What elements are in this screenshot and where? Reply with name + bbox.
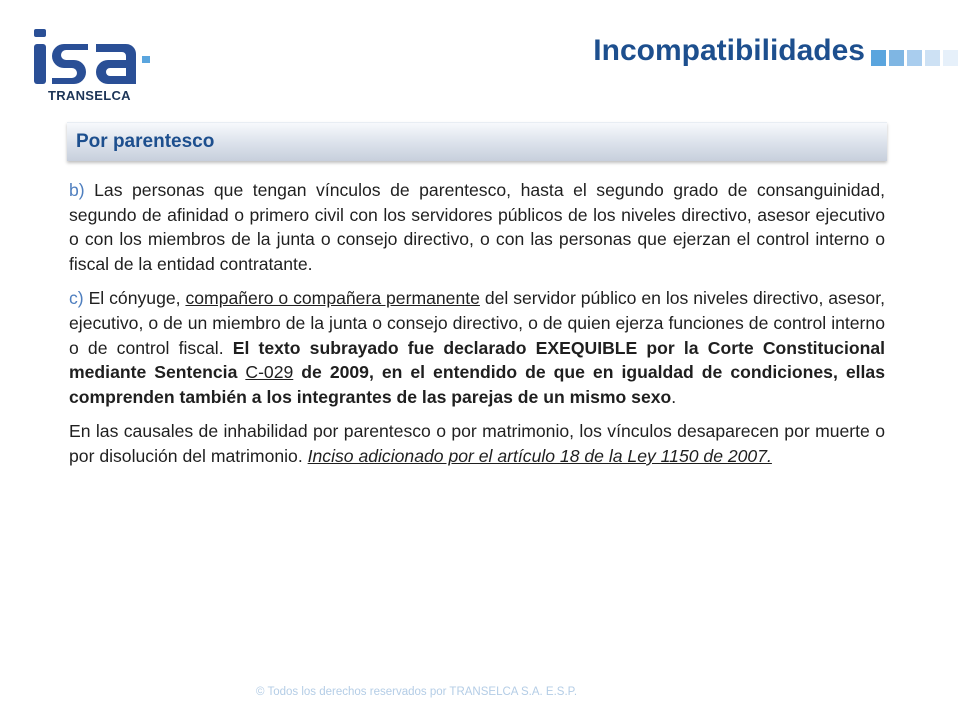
- law-reference-link[interactable]: Inciso adicionado por el artículo 18 de la Ley 1150 de 2007.: [307, 445, 772, 466]
- title-block: [907, 50, 922, 66]
- logo-letter-i-dot: [34, 29, 46, 37]
- paragraph-end: .: [671, 386, 677, 407]
- paragraph-text: En las causales de inhabilidad por parentesco o por matrimonio, los vínculos desaparecen por muerte o por disolución del matrimonio.: [69, 421, 885, 466]
- logo-accent-square: [142, 56, 150, 63]
- logo-letter-i: [34, 44, 46, 84]
- paragraph-final: [69, 419, 885, 468]
- bold-note: El texto subrayado fue declarado EXEQUIBLE por la Corte Constitucional mediante Sentencia: [69, 337, 886, 383]
- paragraph-marker: b): [69, 180, 85, 200]
- paragraph-text: del servidor público en los niveles directivo, asesor, ejecutivo, o de un miembro de la junta o consejo directivo, o de quien ejerza funciones de control interno o de control fiscal.: [69, 288, 885, 358]
- logo-letter-a: [96, 44, 136, 84]
- title-block: [943, 50, 958, 66]
- bold-note: de 2009, en el entendido de que en igualdad de condiciones, ellas comprenden también a los integrantes de las parejas de un mismo sexo: [69, 362, 885, 407]
- section-title: Por parentesco: [76, 131, 215, 152]
- title-decoration: [871, 50, 958, 66]
- copyright-footer: © Todos los derechos reservados por TRANSELCA S.A. E.S.P.: [256, 686, 578, 698]
- underlined-phrase: compañero o compañera permanente: [185, 288, 480, 309]
- title-block: [925, 50, 940, 66]
- company-name: TRANSELCA: [48, 88, 131, 103]
- paragraph-marker: c): [69, 288, 84, 309]
- section-header: [67, 122, 887, 161]
- title-block: [889, 50, 904, 66]
- paragraph-text: Las personas que tengan vínculos de parentesco, hasta el segundo grado de consanguinidad, segundo de afinidad o primero civil con los servidores públicos de los niveles directivo, asesor ejecutivo o con los miembros de la junta o consejo directivo, o con las personas que ejerzan el control interno o fiscal de la entidad contratante.: [69, 180, 885, 274]
- paragraph-text: El cónyuge,: [83, 288, 186, 309]
- page-title: Incompatibilidades: [593, 34, 865, 67]
- paragraph-c: [69, 286, 885, 409]
- paragraph-b: [69, 178, 885, 276]
- logo-letter-s: [52, 44, 88, 84]
- title-block: [871, 50, 886, 66]
- sentence-link[interactable]: C-029: [245, 362, 294, 383]
- content-body: [69, 178, 885, 479]
